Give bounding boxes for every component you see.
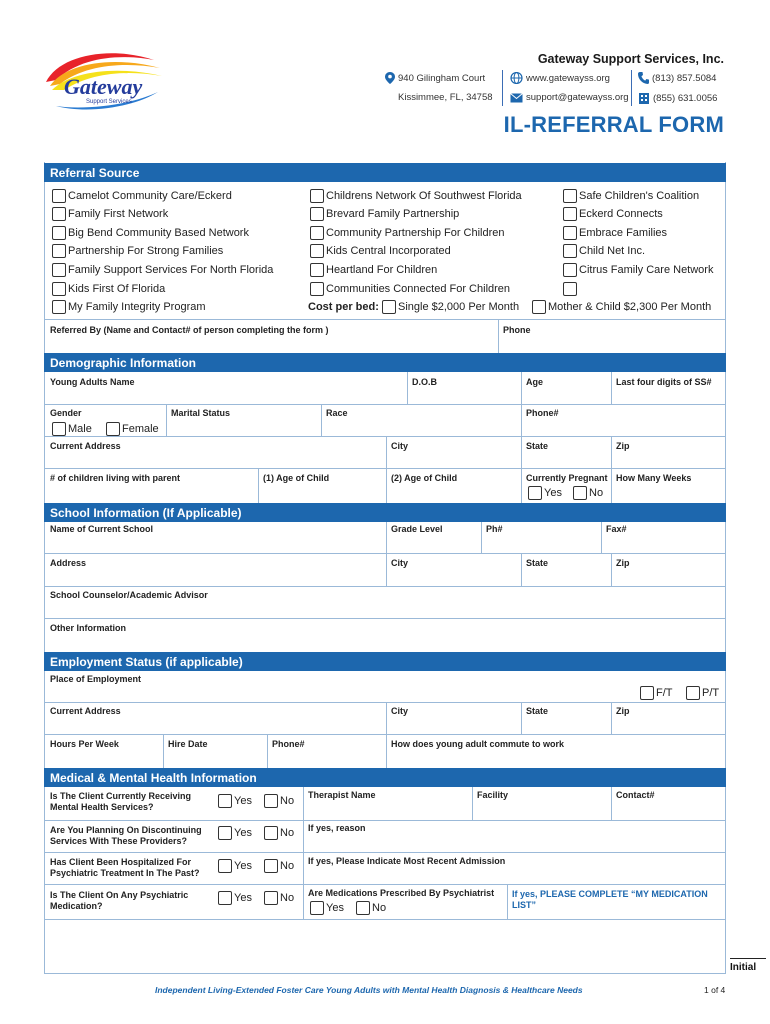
- referral-option[interactable]: [52, 226, 249, 240]
- rule: [521, 553, 522, 586]
- checkbox[interactable]: [310, 207, 324, 221]
- if-yes-admission-label: If yes, Please Indicate Most Recent Admission: [308, 856, 506, 866]
- option-label: Camelot Community Care/Eckerd: [68, 190, 232, 202]
- rule: [166, 404, 167, 436]
- checkbox[interactable]: [264, 794, 278, 808]
- rule: [611, 702, 612, 734]
- option-label: Yes: [544, 487, 562, 499]
- option-label: No: [372, 902, 387, 914]
- rule: [521, 372, 522, 404]
- rule: [407, 372, 408, 404]
- rule: [611, 468, 612, 503]
- checkbox[interactable]: [310, 901, 324, 915]
- school-city-label: City: [391, 558, 409, 568]
- rule: [386, 702, 387, 734]
- q1-no-option[interactable]: [264, 794, 294, 808]
- option-label: No: [280, 827, 295, 839]
- option-label: Yes: [234, 860, 252, 872]
- logo-subtext: Support Services: [86, 99, 132, 105]
- option-label: No: [280, 795, 295, 807]
- option-label: Yes: [234, 795, 252, 807]
- option-label: Family First Network: [68, 208, 169, 220]
- building-icon: [638, 92, 650, 104]
- school-address-label: Address: [50, 558, 87, 568]
- children-count-label: # of children living with parent: [50, 473, 181, 483]
- phone-1: [638, 72, 716, 84]
- checkbox[interactable]: [106, 422, 120, 436]
- option-label: Family Support Services For North Florida: [68, 264, 274, 276]
- meds-yes-option[interactable]: [310, 901, 344, 915]
- facility-label: Facility: [477, 790, 509, 800]
- phone-2: [638, 92, 717, 104]
- envelope-icon: [510, 93, 523, 103]
- rule: [44, 734, 726, 735]
- age-child-2-label: (2) Age of Child: [391, 473, 458, 483]
- demographic-header: Demographic Information: [44, 353, 726, 372]
- meds-by-psychiatrist-label: Are Medications Prescribed By Psychiatrist: [308, 888, 495, 898]
- rule: [303, 787, 304, 919]
- school-phone-label: Ph#: [486, 524, 503, 534]
- rule: [44, 404, 726, 405]
- referral-option[interactable]: [310, 282, 510, 296]
- rule: [44, 618, 726, 619]
- website-text[interactable]: www.gatewayss.org: [526, 72, 610, 84]
- referral-source-header: Referral Source: [44, 163, 726, 182]
- option-label: Yes: [234, 827, 252, 839]
- gender-female-option[interactable]: [106, 422, 159, 436]
- option-label: Citrus Family Care Network: [579, 264, 714, 276]
- full-time-option[interactable]: [640, 686, 673, 700]
- email[interactable]: [510, 92, 629, 103]
- option-label: No: [589, 487, 604, 499]
- rule: [611, 372, 612, 404]
- checkbox[interactable]: [218, 859, 232, 873]
- checkbox[interactable]: [52, 300, 66, 314]
- counselor-label: School Counselor/Academic Advisor: [50, 590, 208, 600]
- race-label: Race: [326, 408, 348, 418]
- option-label: Yes: [234, 892, 252, 904]
- pregnant-no-option[interactable]: [573, 486, 603, 500]
- cost-mother-child-option[interactable]: [532, 300, 711, 314]
- option-label: Partnership For Strong Families: [68, 245, 224, 257]
- q-hospitalized: Has Client Been Hospitalized For Psychiatric Treatment In The Past?: [50, 857, 200, 878]
- option-label: Communities Connected For Children: [326, 283, 511, 295]
- rule: [386, 522, 387, 553]
- header-divider: [631, 70, 632, 106]
- employment-state-label: State: [526, 706, 549, 716]
- form-title: IL-REFERRAL FORM: [503, 112, 724, 137]
- address-line-1: [385, 72, 485, 84]
- option-label: Embrace Families: [579, 227, 668, 239]
- option-label: Brevard Family Partnership: [326, 208, 460, 220]
- checkbox-other[interactable]: [563, 282, 577, 296]
- referral-option[interactable]: [52, 263, 273, 277]
- checkbox[interactable]: [573, 486, 587, 500]
- referral-option[interactable]: [52, 189, 232, 203]
- checkbox[interactable]: [52, 244, 66, 258]
- checkbox[interactable]: [563, 207, 577, 221]
- rule: [44, 884, 726, 885]
- checkbox[interactable]: [310, 263, 324, 277]
- young-adults-name-label: Young Adults Name: [50, 377, 135, 387]
- checkbox[interactable]: [52, 226, 66, 240]
- rule: [44, 820, 726, 821]
- checkbox[interactable]: [310, 282, 324, 296]
- checkbox[interactable]: [218, 826, 232, 840]
- if-yes-reason-label: If yes, reason: [308, 823, 366, 833]
- rule: [521, 702, 522, 734]
- option-label: Community Partnership For Children: [326, 227, 505, 239]
- rule: [521, 468, 522, 503]
- age-label: Age: [526, 377, 544, 387]
- checkbox[interactable]: [382, 300, 396, 314]
- option-label: Kids First Of Florida: [68, 283, 166, 295]
- checkbox[interactable]: [528, 486, 542, 500]
- rule: [611, 787, 612, 820]
- header-divider: [502, 70, 503, 106]
- meds-no-option[interactable]: [356, 901, 386, 915]
- rule: [163, 734, 164, 768]
- rule: [44, 852, 726, 853]
- q3-yes-option[interactable]: [218, 859, 252, 873]
- rule: [44, 586, 726, 587]
- gender-label: Gender: [50, 408, 82, 418]
- current-address-label: Current Address: [50, 441, 121, 451]
- hours-per-week-label: Hours Per Week: [50, 739, 119, 749]
- checkbox[interactable]: [563, 263, 577, 277]
- referral-phone-label: Phone: [503, 325, 531, 335]
- phone-icon: [638, 72, 649, 84]
- referral-option[interactable]: [52, 282, 165, 296]
- rule: [601, 522, 602, 553]
- option-label: Mother & Child $2,300 Per Month: [548, 301, 712, 313]
- address-line-1-text: 940 Gilingham Court: [398, 72, 486, 84]
- part-time-option[interactable]: [686, 686, 719, 700]
- footer-text: Independent Living-Extended Foster Care Young Adults with Mental Health Diagnosis & Healthcare Needs: [155, 985, 583, 995]
- initial-signature-line[interactable]: [730, 958, 766, 959]
- option-label: No: [280, 892, 295, 904]
- cost-single-option[interactable]: [382, 300, 519, 314]
- rule: [611, 436, 612, 468]
- option-label: F/T: [656, 687, 673, 699]
- currently-pregnant-label: Currently Pregnant: [526, 473, 608, 483]
- option-label: Childrens Network Of Southwest Florida: [326, 190, 522, 202]
- rule: [267, 734, 268, 768]
- checkbox[interactable]: [563, 244, 577, 258]
- rule: [44, 553, 726, 554]
- rule: [44, 702, 726, 703]
- location-pin-icon: [385, 72, 395, 84]
- option-label: Big Bend Community Based Network: [68, 227, 249, 239]
- option-label: Kids Central Incorporated: [326, 245, 451, 257]
- school-state-label: State: [526, 558, 549, 568]
- rule: [507, 884, 508, 919]
- rule: [386, 436, 387, 468]
- company-name: Gateway Support Services, Inc.: [537, 52, 724, 66]
- referral-option[interactable]: [563, 244, 645, 258]
- page-number: 1 of 4: [704, 985, 726, 995]
- phone-1-text: (813) 857.5084: [652, 72, 717, 84]
- dob-label: D.O.B: [412, 377, 438, 387]
- rule: [386, 468, 387, 503]
- checkbox[interactable]: [264, 826, 278, 840]
- other-info-label: Other Information: [50, 623, 126, 633]
- referral-option[interactable]: [310, 189, 522, 203]
- rule: [521, 436, 522, 468]
- employment-header: Employment Status (if applicable): [44, 652, 726, 671]
- option-label: Safe Children's Coalition: [579, 190, 700, 202]
- rule: [611, 553, 612, 586]
- globe-icon: [510, 72, 523, 84]
- checkbox[interactable]: [52, 422, 66, 436]
- q4-no-option[interactable]: [264, 891, 294, 905]
- rule: [472, 787, 473, 820]
- q2-no-option[interactable]: [264, 826, 294, 840]
- checkbox[interactable]: [52, 189, 66, 203]
- option-label: Male: [68, 423, 92, 435]
- referral-option[interactable]: [310, 207, 459, 221]
- phone-2-text: (855) 631.0056: [653, 92, 718, 104]
- q2-yes-option[interactable]: [218, 826, 252, 840]
- gender-male-option[interactable]: [52, 422, 92, 436]
- option-label: Child Net Inc.: [579, 245, 646, 257]
- checkbox[interactable]: [640, 686, 654, 700]
- option-label: My Family Integrity Program: [68, 301, 206, 313]
- option-label: Eckerd Connects: [579, 208, 663, 220]
- rule: [258, 468, 259, 503]
- q1-yes-option[interactable]: [218, 794, 252, 808]
- rule: [44, 436, 726, 437]
- rule: [481, 522, 482, 553]
- gateway-logo: [42, 48, 164, 114]
- pregnant-yes-option[interactable]: [528, 486, 562, 500]
- checkbox[interactable]: [563, 189, 577, 203]
- state-label: State: [526, 441, 549, 451]
- option-label: P/T: [702, 687, 720, 699]
- hire-date-label: Hire Date: [168, 739, 208, 749]
- q-receiving-services: Is The Client Currently Receiving Mental Health Services?: [50, 791, 192, 812]
- option-label: Single $2,000 Per Month: [398, 301, 520, 313]
- checkbox[interactable]: [218, 794, 232, 808]
- checkbox[interactable]: [310, 226, 324, 240]
- referral-option[interactable]: [563, 207, 663, 221]
- contact-label: Contact#: [616, 790, 655, 800]
- q-psychiatric-medication: Is The Client On Any Psychiatric Medication?: [50, 890, 189, 911]
- rule: [386, 734, 387, 768]
- referral-option[interactable]: [52, 244, 223, 258]
- school-fax-label: Fax#: [606, 524, 627, 534]
- employment-city-label: City: [391, 706, 409, 716]
- ssn-label: Last four digits of SS#: [616, 377, 712, 387]
- option-label: Yes: [326, 902, 344, 914]
- initial-label: Initial: [730, 962, 757, 973]
- rule: [386, 553, 387, 586]
- weeks-label: How Many Weeks: [616, 473, 692, 483]
- rule: [498, 319, 499, 353]
- q3-no-option[interactable]: [264, 859, 294, 873]
- school-header: School Information (If Applicable): [44, 503, 726, 522]
- medication-list-note: If yes, PLEASE COMPLETE “MY MEDICATION LIST”: [512, 889, 708, 910]
- checkbox[interactable]: [52, 263, 66, 277]
- checkbox[interactable]: [52, 282, 66, 296]
- rule: [521, 404, 522, 436]
- school-name-label: Name of Current School: [50, 524, 154, 534]
- email-text[interactable]: support@gatewayss.org: [526, 92, 629, 103]
- rule: [44, 919, 726, 920]
- checkbox[interactable]: [310, 189, 324, 203]
- therapist-name-label: Therapist Name: [308, 790, 376, 800]
- option-label: Female: [122, 423, 159, 435]
- marital-status-label: Marital Status: [171, 408, 231, 418]
- option-label: Heartland For Children: [326, 264, 438, 276]
- logo-wordmark: Gateway: [64, 74, 143, 99]
- checkbox[interactable]: [532, 300, 546, 314]
- rule: [44, 468, 726, 469]
- website[interactable]: [510, 72, 610, 84]
- employment-address-label: Current Address: [50, 706, 121, 716]
- referral-option[interactable]: [563, 263, 713, 277]
- q4-yes-option[interactable]: [218, 891, 252, 905]
- zip-label: Zip: [616, 441, 630, 451]
- age-child-1-label: (1) Age of Child: [263, 473, 330, 483]
- city-label: City: [391, 441, 409, 451]
- checkbox[interactable]: [264, 859, 278, 873]
- place-of-employment-label: Place of Employment: [50, 674, 142, 684]
- checkbox[interactable]: [52, 207, 66, 221]
- cost-per-bed-label: Cost per bed:: [308, 301, 379, 313]
- checkbox[interactable]: [264, 891, 278, 905]
- rule: [44, 319, 726, 320]
- checkbox[interactable]: [218, 891, 232, 905]
- referred-by-label: Referred By (Name and Contact# of person completing the form ): [50, 325, 329, 335]
- address-line-2: Kissimmee, FL, 34758: [398, 92, 493, 103]
- option-label: No: [280, 860, 295, 872]
- commute-label: How does young adult commute to work: [391, 739, 565, 749]
- employment-phone-label: Phone#: [272, 739, 305, 749]
- demographic-phone-label: Phone#: [526, 408, 559, 418]
- q-discontinuing-services: Are You Planning On Discontinuing Services With These Providers?: [50, 825, 202, 846]
- employment-zip-label: Zip: [616, 706, 630, 716]
- referral-option[interactable]: [310, 226, 505, 240]
- referral-option[interactable]: [52, 300, 206, 314]
- grade-level-label: Grade Level: [391, 524, 443, 534]
- referral-option[interactable]: [310, 263, 437, 277]
- checkbox[interactable]: [310, 244, 324, 258]
- referral-option[interactable]: [563, 226, 667, 240]
- referral-option[interactable]: [310, 244, 451, 258]
- checkbox[interactable]: [356, 901, 370, 915]
- checkbox[interactable]: [686, 686, 700, 700]
- medical-header: Medical & Mental Health Information: [44, 768, 726, 787]
- referral-option[interactable]: [563, 189, 699, 203]
- checkbox[interactable]: [563, 226, 577, 240]
- rule: [321, 404, 322, 436]
- referral-option[interactable]: [52, 207, 168, 221]
- school-zip-label: Zip: [616, 558, 630, 568]
